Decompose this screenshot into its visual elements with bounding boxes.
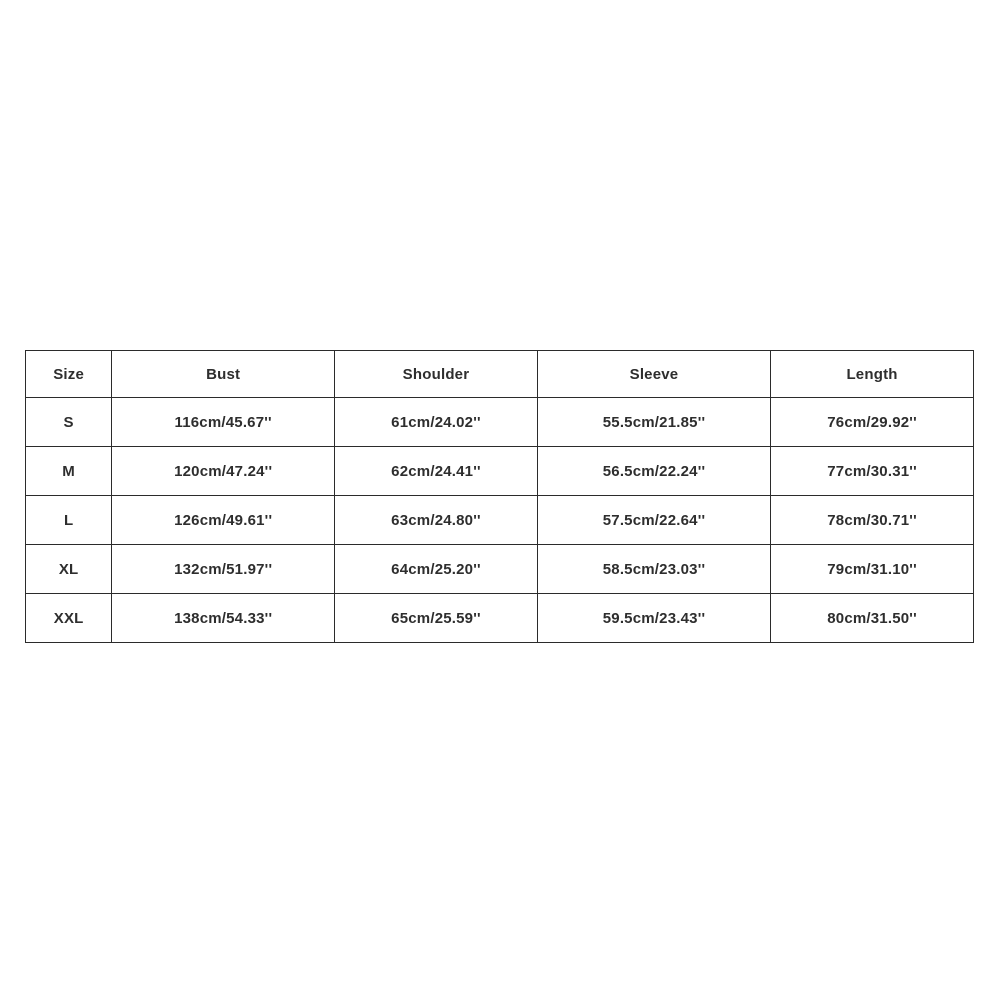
size-cell: XXL (26, 594, 112, 643)
sleeve-cell: 55.5cm/21.85'' (537, 398, 770, 447)
table-row-xl (26, 545, 974, 594)
bust-cell: 116cm/45.67'' (112, 398, 335, 447)
length-cell: 78cm/30.71'' (771, 496, 974, 545)
length-cell: 80cm/31.50'' (771, 594, 974, 643)
size-chart-table (25, 350, 974, 643)
shoulder-cell: 65cm/25.59'' (335, 594, 538, 643)
size-cell: M (26, 447, 112, 496)
bust-cell: 126cm/49.61'' (112, 496, 335, 545)
sleeve-cell: 57.5cm/22.64'' (537, 496, 770, 545)
shoulder-cell: 64cm/25.20'' (335, 545, 538, 594)
size-chart-header (26, 351, 974, 398)
column-header-sleeve: Sleeve (537, 351, 770, 398)
table-row-xxl (26, 594, 974, 643)
bust-cell: 120cm/47.24'' (112, 447, 335, 496)
size-cell: L (26, 496, 112, 545)
shoulder-cell: 61cm/24.02'' (335, 398, 538, 447)
column-header-bust: Bust (112, 351, 335, 398)
shoulder-cell: 63cm/24.80'' (335, 496, 538, 545)
sleeve-cell: 58.5cm/23.03'' (537, 545, 770, 594)
length-cell: 77cm/30.31'' (771, 447, 974, 496)
size-cell: XL (26, 545, 112, 594)
shoulder-cell: 62cm/24.41'' (335, 447, 538, 496)
sleeve-cell: 59.5cm/23.43'' (537, 594, 770, 643)
bust-cell: 132cm/51.97'' (112, 545, 335, 594)
table-row-s (26, 398, 974, 447)
column-header-size: Size (26, 351, 112, 398)
length-cell: 76cm/29.92'' (771, 398, 974, 447)
length-cell: 79cm/31.10'' (771, 545, 974, 594)
column-header-length: Length (771, 351, 974, 398)
bust-cell: 138cm/54.33'' (112, 594, 335, 643)
size-chart (25, 350, 974, 643)
size-cell: S (26, 398, 112, 447)
table-row-l (26, 496, 974, 545)
header-row (26, 351, 974, 398)
column-header-shoulder: Shoulder (335, 351, 538, 398)
table-row-m (26, 447, 974, 496)
size-chart-body (26, 398, 974, 643)
sleeve-cell: 56.5cm/22.24'' (537, 447, 770, 496)
